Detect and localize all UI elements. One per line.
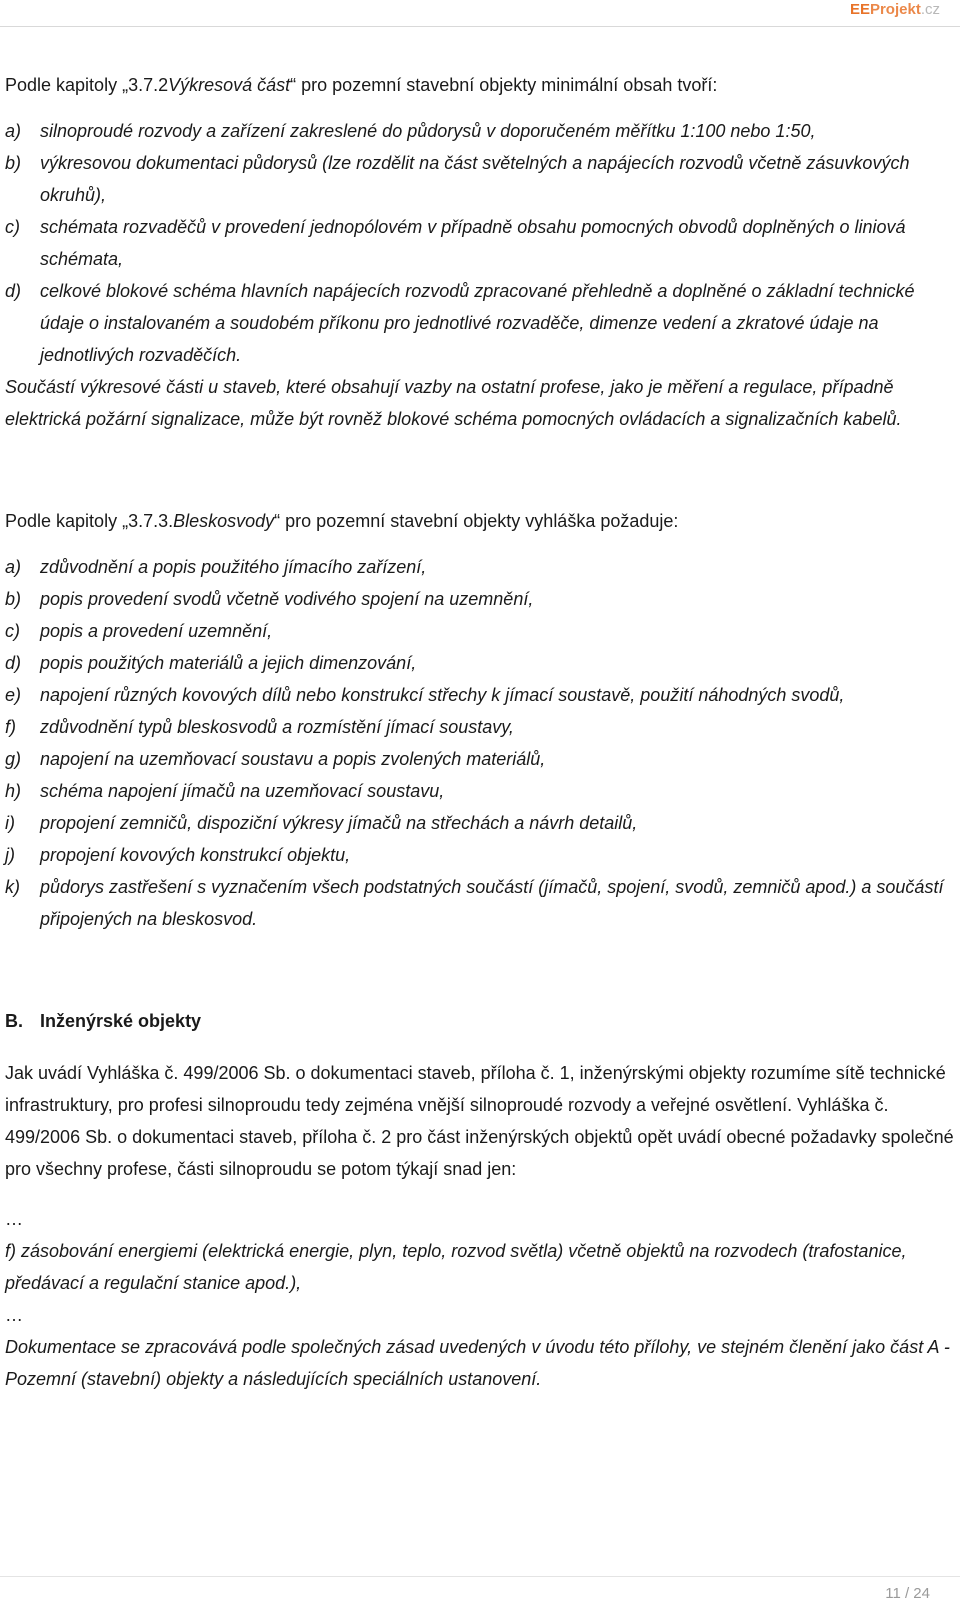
list-item: a) zdůvodnění a popis použitého jímacího zařízení,	[5, 557, 427, 577]
list-item: e) napojení různých kovových dílů nebo konstrukcí střechy k jímací soustavě, použití náhodných svodů,	[5, 685, 845, 705]
list-item: b) výkresovou dokumentaci půdorysů (lze rozdělit na část světelných a napájecích rozvodů včetně zásuvkových okruhů),	[5, 153, 910, 205]
list-item: c) popis a provedení uzemnění,	[5, 621, 273, 641]
section1-intro	[5, 69, 955, 101]
section-heading-text: Inženýrské objekty	[40, 1011, 202, 1031]
section1-intro-suffix: “ pro pozemní stavební objekty minimální obsah tvoří:	[290, 75, 718, 95]
logo-ee: EE	[849, 1, 870, 18]
section2-intro-suffix: “ pro pozemní stavební objekty vyhláška požaduje:	[274, 511, 679, 531]
section1-intro-prefix: Podle kapitoly „3.7.2	[5, 75, 169, 95]
list-item: i) propojení zemničů, dispoziční výkresy jímačů na střechách a návrh detailů,	[5, 813, 638, 833]
list-item: d) popis použitých materiálů a jejich dimenzování,	[5, 653, 417, 673]
closing-paragraph: Dokumentace se zpracovává podle společných zásad uvedených v úvodu této přílohy, ve stejném členění jako část A - Pozemní (stavební) objekty a následujících speciálních ustanovení.	[5, 1337, 950, 1389]
section1-note: Součástí výkresové části u staveb, které obsahují vazby na ostatní profese, jako je měření a regulace, případně elektrická požární signalizace, může být rovněž blokové schéma pomocných ovládacích a signalizačních kabelů.	[5, 377, 902, 429]
ellipsis: …	[5, 1209, 23, 1229]
quoted-item-f: f) zásobování energiemi (elektrická energie, plyn, teplo, rozvod světla) včetně objektů na rozvodech (trafostanice, předávací a regulační stanice apod.),	[5, 1241, 907, 1293]
list-item: k) půdorys zastřešení s vyznačením všech podstatných součástí (jímačů, spojení, svodů, zemničů apod.) a součástí připojených na bleskosvod.	[5, 877, 944, 929]
section1-intro-title: Výkresová část	[168, 75, 291, 95]
section1-list	[5, 115, 955, 371]
list-item: c) schémata rozvaděčů v provedení jednopólovém v případně obsahu pomocných obvodů doplněných o liniová schémata,	[5, 217, 906, 269]
list-item: h) schéma napojení jímačů na uzemňovací soustavu,	[5, 781, 445, 801]
header-divider	[0, 26, 960, 27]
section-heading	[5, 1005, 955, 1037]
list-item: f) zdůvodnění typů bleskosvodů a rozmístění jímací soustavy,	[5, 717, 514, 737]
document-body	[5, 69, 955, 1395]
section2-intro-prefix: Podle kapitoly „3.7.3.	[5, 511, 174, 531]
section2-intro	[5, 505, 955, 537]
ellipsis: …	[5, 1305, 23, 1325]
section-heading-number: B.	[5, 1011, 23, 1031]
list-item: a) silnoproudé rozvody a zařízení zakreslené do půdorysů v doporučeném měřítku 1:100 nebo 1:50,	[5, 121, 816, 141]
list-item: b) popis provedení svodů včetně vodivého spojení na uzemnění,	[5, 589, 534, 609]
site-logo	[850, 1, 940, 18]
page-number: 11 / 24	[885, 1585, 930, 1602]
list-item: j) propojení kovových konstrukcí objektu,	[5, 845, 351, 865]
logo-tld: .cz	[920, 1, 940, 18]
list-item: d) celkové blokové schéma hlavních napájecích rozvodů zpracované přehledně a doplněné o základní technické údaje o instalovaném a soudobém příkonu pro jednotlivé rozvaděče, dimenze vedení a zkratové údaje na jednotlivých rozvaděčích.	[5, 281, 915, 365]
section3-paragraph: Jak uvádí Vyhláška č. 499/2006 Sb. o dokumentaci staveb, příloha č. 1, inženýrskými objekty rozumíme sítě technické infrastruktury, pro profesi silnoproudu tedy zejména vnější silnoproudé rozvody a veřejné osvětlení. Vyhláška č. 499/2006 Sb. o dokumentaci staveb, příloha č. 2 pro část inženýrských objektů opět uvádí obecné požadavky společné pro všechny profese, části silnoproudu se potom týkají snad jen:	[5, 1063, 954, 1179]
footer-divider	[0, 1576, 960, 1577]
list-item: g) napojení na uzemňovací soustavu a popis zvolených materiálů,	[5, 749, 546, 769]
logo-projekt: Projekt	[869, 1, 921, 18]
section2-intro-title: Bleskosvody	[173, 511, 275, 531]
section2-list	[5, 551, 955, 935]
